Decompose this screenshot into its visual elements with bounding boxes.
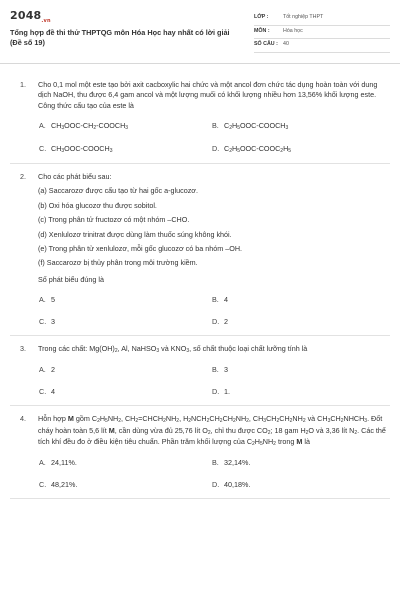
option-text: 40,18%.	[224, 479, 251, 489]
statement: (c) Trong phân tử fructozơ có một nhóm –CHO.	[38, 215, 190, 225]
meta-value: Tốt nghiệp THPT	[283, 14, 324, 21]
option-letter: A.	[39, 295, 46, 305]
option-text: 3	[51, 316, 55, 326]
option-letter: B.	[212, 458, 219, 468]
question-text: Trong các chất: $Mg(OH)_2$, Al, NaHSO$_3$ và $KNO_3$, số chất thuộc loại chất lưỡng tính là	[38, 344, 308, 355]
question-block	[10, 80, 390, 164]
question-list	[0, 64, 400, 499]
statement: (d) Xenlulozơ trinitrat được dùng làm thuốc súng không khói.	[38, 229, 232, 239]
option-letter: A.	[39, 365, 46, 375]
option-text: $CH_3OOC-COOCH_3$	[51, 143, 113, 154]
answer-option[interactable]	[39, 458, 212, 468]
meta-row-question-count	[254, 39, 390, 53]
page-header	[0, 0, 400, 64]
answer-option[interactable]	[212, 121, 390, 132]
meta-label: LỚP :	[254, 14, 269, 21]
option-letter: C.	[39, 316, 47, 326]
document-title: Tổng hợp đề thi thử THPTQG môn Hóa Học hay nhất có lời giải (Đề số 19)	[10, 28, 230, 48]
answer-option[interactable]	[39, 387, 212, 397]
meta-value: 40	[283, 41, 289, 48]
statement-list	[10, 186, 390, 285]
option-letter: C.	[39, 143, 47, 153]
option-text: $C_2H_5OOC-COOC_2H_5$	[224, 143, 292, 154]
logo-text: 2048	[10, 9, 42, 22]
question-text: Cho 0,1 mol một este tạo bởi axit cacboxylic hai chức và một ancol đơn chức tác dụng hoàn toàn với dung dịch NaOH, thu được 6,4 gam ancol và một lượng muối có khối lượng nhiều hơn 13,56% khối lượng este. Công thức cấu tạo của este là	[38, 80, 378, 110]
answer-options	[10, 458, 390, 490]
logo-suffix: .vn	[41, 18, 51, 25]
answer-option[interactable]	[212, 387, 390, 397]
document-meta	[254, 12, 390, 53]
meta-row-class	[254, 12, 390, 26]
question-text: Hỗn hợp M gồm $C_2H_5NH_2$, $CH_2=CHCH_2NH_2$, $H_2NCH_2CH_2CH_2NH_2$, $CH_3CH_2CH_2NH_2$ và $CH_3CH_2NHCH_3$. Đốt cháy hoàn toàn 5,6 lít M, cần dùng vừa đủ 25,76 lít $O_2$, chỉ thu được $CO_2$; 18 gam $H_2O$ và 3,36 lít $N_2$. Các thể tích khí đều đo ở điều kiện tiêu chuẩn. Phần trăm khối lượng của $C_2H_5NH_2$ trong M là	[38, 414, 386, 447]
answer-option[interactable]	[212, 458, 390, 468]
option-text: 4	[51, 386, 55, 396]
answer-option[interactable]	[212, 317, 390, 327]
option-letter: D.	[212, 143, 220, 153]
meta-value: Hóa học	[283, 27, 303, 34]
option-text: 2	[224, 316, 228, 326]
option-letter: A.	[39, 458, 46, 468]
question-block	[10, 344, 390, 406]
option-letter: B.	[212, 121, 219, 131]
question-number: 2.	[20, 171, 26, 181]
answer-option[interactable]	[212, 480, 390, 490]
meta-row-subject	[254, 26, 390, 40]
statement: (f) Saccarozơ bị thủy phân trong môi trường kiềm.	[38, 258, 198, 268]
answer-option[interactable]	[39, 480, 212, 490]
option-text: 5	[51, 295, 55, 305]
question-text: Cho các phát biểu sau:	[38, 171, 112, 181]
option-text: 3	[224, 365, 228, 375]
answer-option[interactable]	[39, 317, 212, 327]
option-text: $CH_3OOC-CH_2-COOCH_3$	[51, 121, 129, 132]
option-text: 48,21%.	[51, 479, 78, 489]
answer-options	[10, 121, 390, 155]
answer-option[interactable]	[39, 365, 212, 375]
answer-option[interactable]	[39, 295, 212, 305]
question-prompt: Số phát biểu đúng là	[38, 274, 104, 284]
option-text: 2	[51, 365, 55, 375]
option-text: 24,11%.	[51, 458, 77, 468]
statement: (a) Saccarozơ được cấu tạo từ hai gốc a-glucozơ.	[38, 186, 198, 196]
option-letter: D.	[212, 316, 220, 326]
question-number: 4.	[20, 414, 26, 424]
option-text: 32,14%.	[224, 458, 251, 468]
meta-label: MÔN :	[254, 27, 270, 34]
answer-option[interactable]	[212, 365, 390, 375]
question-number: 3.	[20, 344, 26, 354]
answer-option[interactable]	[39, 121, 212, 132]
answer-option[interactable]	[212, 295, 390, 305]
answer-option[interactable]	[212, 144, 390, 155]
question-block	[10, 172, 390, 336]
question-header	[10, 172, 390, 182]
question-header	[10, 80, 390, 111]
option-text: 4	[224, 295, 228, 305]
statement: (e) Trong phân tử xenlulozơ, mỗi gốc glucozơ có ba nhóm –OH.	[38, 244, 243, 253]
option-letter: C.	[39, 386, 47, 396]
question-header	[10, 344, 390, 355]
answer-options	[10, 295, 390, 327]
question-block	[10, 414, 390, 499]
option-text: $C_2H_5OOC-COOCH_3$	[224, 121, 289, 132]
option-text: 1.	[224, 386, 230, 396]
statement: (b) Oxi hóa glucozơ thu được sobitol.	[38, 200, 157, 210]
option-letter: B.	[212, 295, 219, 305]
question-header	[10, 414, 390, 448]
option-letter: A.	[39, 121, 46, 131]
answer-option[interactable]	[39, 144, 212, 155]
answer-options	[10, 365, 390, 397]
option-letter: D.	[212, 386, 220, 396]
meta-label: SỐ CÂU :	[254, 41, 278, 48]
option-letter: D.	[212, 479, 220, 489]
question-number: 1.	[20, 80, 26, 89]
option-letter: B.	[212, 365, 219, 375]
option-letter: C.	[39, 479, 47, 489]
